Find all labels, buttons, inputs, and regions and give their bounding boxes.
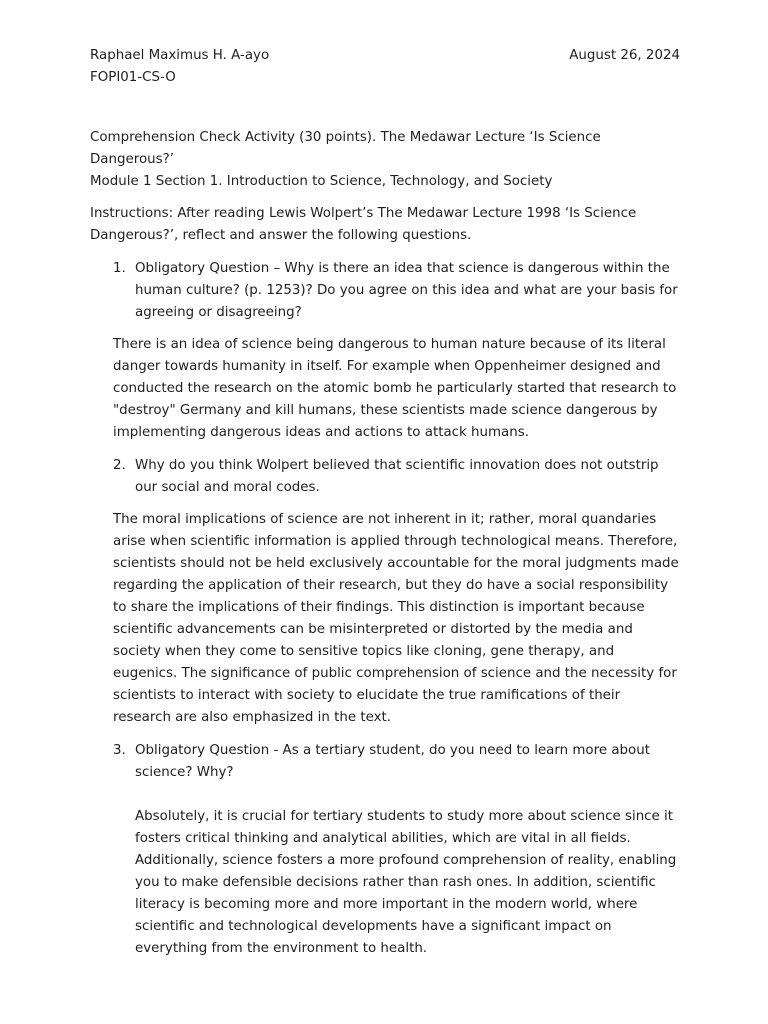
question-number: 1. xyxy=(113,261,126,276)
question-text: Why do you think Wolpert believed that scientific innovation does not outstrip our social and moral codes. xyxy=(135,458,659,495)
header-row xyxy=(90,45,680,67)
answer-2: The moral implications of science are not inherent in it; rather, moral quandaries arise when scientific information is applied through technological means. Therefore, scientists should not be held exclusively accountable for the moral judgments made regarding the application of their research, but they do have a social responsibility to share the implications of their findings. This distinction is important because scientific advancements can be misinterpreted or distorted by the media and society when they come to sensitive topics like cloning, gene therapy, and eugenics. The significance of public comprehension of science and the necessity for scientists to interact with society to elucidate the true ramifications of their research are also emphasized in the text. xyxy=(113,512,679,725)
question-2 xyxy=(113,455,680,499)
question-number: 3. xyxy=(113,743,126,758)
activity-title-line-1: Comprehension Check Activity (30 points). The Medawar Lecture ‘Is Science Dangerous?’ xyxy=(90,130,601,167)
answer-3: Absolutely, it is crucial for tertiary students to study more about science since it fosters critical thinking and analytical abilities, which are vital in all fields. Additionally, science fosters a more profound comprehension of reality, enabling you to make defensible decisions rather than rash ones. In addition, scientific literacy is becoming more and more important in the modern world, where scientific and technological developments have a significant impact on everything from the environment to health. xyxy=(135,809,677,956)
question-1 xyxy=(113,258,680,324)
submission-date: August 26, 2024 xyxy=(569,48,680,63)
question-number: 2. xyxy=(113,458,126,473)
question-text: Obligatory Question - As a tertiary student, do you need to learn more about science? Why? xyxy=(135,743,650,780)
question-text: Obligatory Question – Why is there an idea that science is dangerous within the human culture? (p. 1253)? Do you agree on this idea and what are your basis for agreeing or disagreeing? xyxy=(135,261,678,320)
document-page xyxy=(90,45,680,960)
course-section: FOPI01-CS-O xyxy=(90,70,176,85)
instructions: Instructions: After reading Lewis Wolpert’s The Medawar Lecture 1998 ‘Is Science Dangerous?’, reflect and answer the following questions. xyxy=(90,206,637,243)
activity-title-line-2: Module 1 Section 1. Introduction to Science, Technology, and Society xyxy=(90,174,553,189)
answer-1: There is an idea of science being dangerous to human nature because of its literal danger towards humanity in itself. For example when Oppenheimer designed and conducted the research on the atomic bomb he particularly started that research to "destroy" Germany and kill humans, these scientists made science dangerous by implementing dangerous ideas and actions to attack humans. xyxy=(113,337,677,440)
activity-title xyxy=(90,127,680,193)
question-3 xyxy=(113,740,680,784)
student-name: Raphael Maximus H. A-ayo xyxy=(90,48,270,63)
